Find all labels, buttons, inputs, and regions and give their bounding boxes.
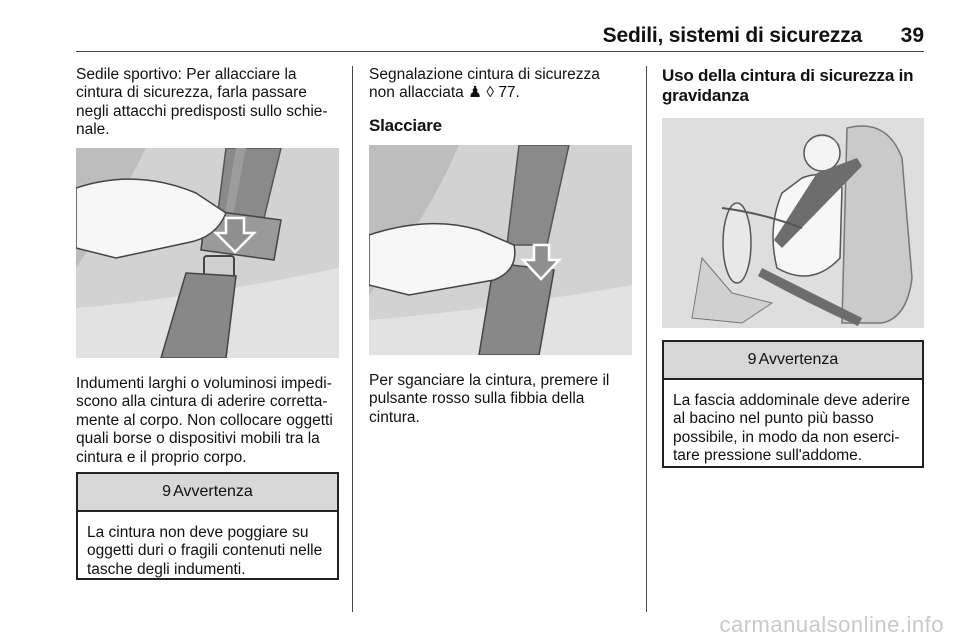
page-reference: 77.	[498, 84, 520, 102]
column-divider-left	[352, 66, 353, 612]
warning-text: La fascia addominale deve aderire al bacino nel punto più basso possibile, in modo da non eserci- tare pressione sull'addome.	[673, 392, 910, 465]
column-middle	[369, 66, 639, 136]
figure-buckle-fasten	[76, 148, 339, 358]
column-right	[662, 66, 924, 106]
release-paragraph: Per sganciare la cintura, premere il pulsante rosso sulla fibbia della cintura.	[369, 372, 610, 426]
warning-box-left	[76, 472, 339, 580]
section-heading-slacciare: Slacciare	[369, 115, 442, 135]
seat-belt-symbol-icon: ♟	[468, 84, 483, 102]
figure-pregnant-driver	[662, 118, 924, 328]
warning-text: La cintura non deve poggiare su oggetti duri o fragili contenuti nelle tasche degli indumenti.	[87, 524, 323, 578]
warning-title: Avvertenza	[758, 351, 839, 368]
section-heading-pregnancy: Uso della cintura di sicurezza in gravidanza	[662, 66, 914, 105]
page-number: 39	[900, 24, 924, 47]
page-header-title: Sedili, sistemi di sicurezza	[602, 24, 862, 47]
warning-box-right	[662, 340, 924, 468]
warning-icon: 9	[747, 351, 757, 368]
warning-icon: 9	[162, 483, 172, 500]
warning-title: Avvertenza	[173, 483, 253, 500]
page-reference-icon: ◊	[486, 84, 494, 102]
intro-paragraph: Sedile sportivo: Per allacciare la cintura di sicurezza, farla passare negli attacchi predisposti sullo schie- nale.	[76, 66, 328, 139]
column-middle-body	[369, 372, 639, 427]
column-left-body	[76, 375, 342, 467]
column-divider-right	[646, 66, 647, 612]
clothing-paragraph: Indumenti larghi o voluminosi impedi- scono alla cintura di aderire corretta- mente al corpo. Non collocare oggetti quali borse o dispositivi mobili tra la cintura e il proprio corpo.	[76, 375, 333, 466]
figure-buckle-release	[369, 145, 632, 355]
reminder-paragraph: Segnalazione cintura di sicurezza non allacciata ♟ ◊ 77.	[369, 66, 600, 102]
header-rule	[76, 51, 924, 52]
warning-header	[78, 474, 337, 512]
watermark: carmanualsonline.info	[719, 612, 944, 637]
column-left	[76, 66, 342, 140]
warning-header	[664, 342, 922, 380]
